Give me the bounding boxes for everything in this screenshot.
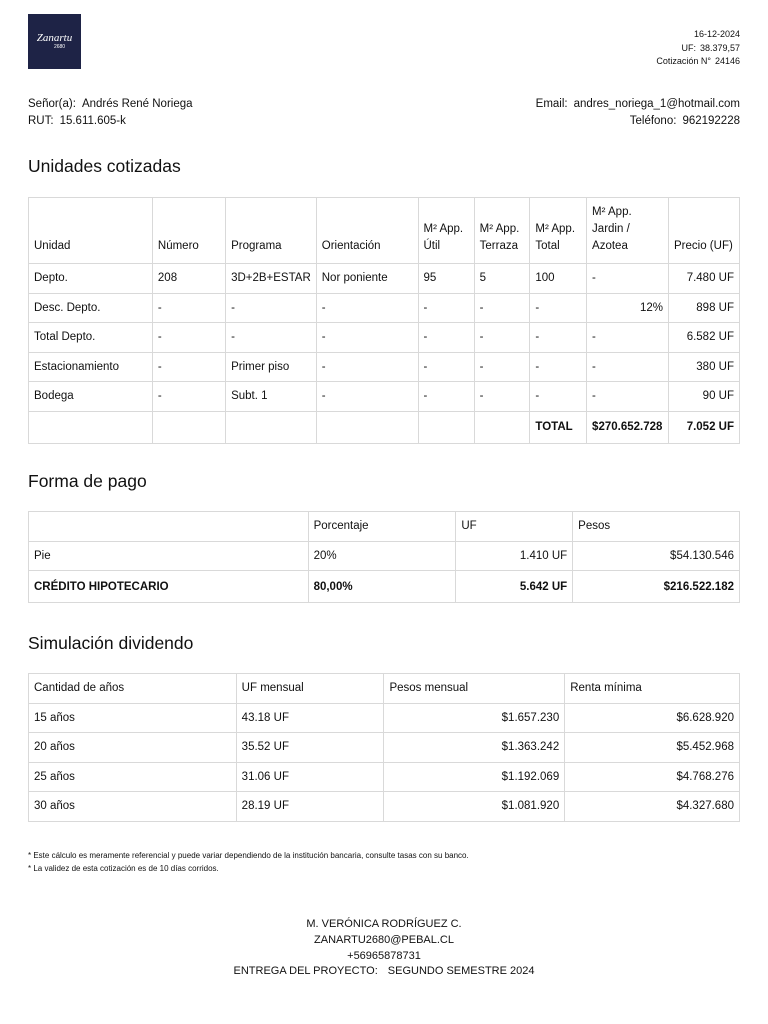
table-row bbox=[29, 323, 740, 353]
table-cell: 30 años bbox=[29, 792, 237, 822]
table-cell: $1.657.230 bbox=[384, 703, 565, 733]
client-info bbox=[28, 96, 193, 129]
table-cell: - bbox=[530, 382, 587, 412]
table-cell: Total Depto. bbox=[29, 323, 153, 353]
units-header: Unidad bbox=[29, 198, 153, 264]
table-cell: 1.410 UF bbox=[456, 541, 573, 571]
table-row bbox=[29, 541, 740, 571]
dividend-title: Simulación dividendo bbox=[28, 633, 194, 653]
table-cell: - bbox=[587, 382, 669, 412]
table-cell: - bbox=[530, 352, 587, 382]
payment-header: UF bbox=[456, 512, 573, 542]
footnotes bbox=[28, 849, 469, 875]
table-cell: - bbox=[152, 293, 225, 323]
table-cell: 20% bbox=[308, 541, 456, 571]
table-cell: - bbox=[587, 352, 669, 382]
table-cell: 3D+2B+ESTAR bbox=[226, 264, 317, 294]
dividend-header: Renta mínima bbox=[565, 674, 740, 704]
units-title: Unidades cotizadas bbox=[28, 156, 181, 176]
units-header: Orientación bbox=[316, 198, 418, 264]
uf-label: UF: bbox=[681, 42, 696, 53]
units-header: M² App. Jardin / Azotea bbox=[587, 198, 669, 264]
total-pesos: $270.652.728 bbox=[587, 411, 669, 443]
client-phone: 962192228 bbox=[682, 114, 740, 127]
table-row bbox=[29, 571, 740, 603]
footer-name: M. VERÓNICA RODRÍGUEZ C. bbox=[306, 918, 462, 930]
delivery-value: SEGUNDO SEMESTRE 2024 bbox=[387, 965, 535, 978]
dividend-header: Cantidad de años bbox=[29, 674, 237, 704]
units-total-row bbox=[29, 411, 740, 443]
table-cell: - bbox=[316, 293, 418, 323]
table-cell: 31.06 UF bbox=[236, 762, 384, 792]
table-cell: 20 años bbox=[29, 733, 237, 763]
client-name-line bbox=[28, 96, 193, 113]
client-phone-label: Teléfono: bbox=[629, 114, 677, 127]
table-cell: 80,00% bbox=[308, 571, 456, 603]
table-cell: - bbox=[152, 323, 225, 353]
total-uf: 7.052 UF bbox=[669, 411, 740, 443]
client-email-label: Email: bbox=[535, 98, 568, 110]
payment-header: Pesos bbox=[573, 512, 740, 542]
table-row bbox=[29, 293, 740, 323]
table-cell: 208 bbox=[152, 264, 225, 294]
dividend-header: Pesos mensual bbox=[384, 674, 565, 704]
footnote: * Este cálculo es meramente referencial y puede variar dependiendo de la institución bancaria, consulte tasas con su banco. bbox=[28, 851, 469, 860]
units-header-row bbox=[29, 198, 740, 264]
units-header: Número bbox=[152, 198, 225, 264]
units-header: M² App. Terraza bbox=[474, 198, 530, 264]
client-email-line bbox=[536, 96, 740, 113]
table-cell: 12% bbox=[587, 293, 669, 323]
table-cell: 380 UF bbox=[669, 352, 740, 382]
table-cell: - bbox=[474, 382, 530, 412]
footer-phone: +56965878731 bbox=[347, 949, 421, 962]
table-cell: - bbox=[226, 323, 317, 353]
logo-subtext: 2680 bbox=[53, 43, 66, 50]
client-rut-label: RUT: bbox=[28, 114, 54, 127]
units-header: Precio (UF) bbox=[669, 198, 740, 264]
table-cell: 90 UF bbox=[669, 382, 740, 412]
quote-number-label: Cotización N° bbox=[656, 56, 711, 66]
client-rut-line bbox=[28, 113, 193, 130]
client-contact bbox=[536, 96, 740, 129]
footnote: * La validez de esta cotización es de 10 días corridos. bbox=[28, 864, 219, 873]
dividend-table bbox=[28, 673, 740, 822]
table-cell: $216.522.182 bbox=[573, 571, 740, 603]
table-row bbox=[29, 264, 740, 294]
table-cell: Bodega bbox=[29, 382, 153, 412]
table-cell: - bbox=[587, 264, 669, 294]
table-cell: - bbox=[418, 323, 474, 353]
payment-header-row bbox=[29, 512, 740, 542]
table-cell: Estacionamiento bbox=[29, 352, 153, 382]
table-row bbox=[29, 762, 740, 792]
client-rut: 15.611.605-k bbox=[59, 114, 126, 127]
empty-cell bbox=[418, 411, 474, 443]
dividend-header-row bbox=[29, 674, 740, 704]
table-cell: - bbox=[418, 352, 474, 382]
uf-value: 38.379,57 bbox=[699, 42, 740, 53]
table-cell: Depto. bbox=[29, 264, 153, 294]
payment-header bbox=[29, 512, 309, 542]
quote-number-line bbox=[656, 55, 740, 69]
units-header: M² App. Útil bbox=[418, 198, 474, 264]
quote-meta bbox=[656, 28, 740, 69]
table-cell: 95 bbox=[418, 264, 474, 294]
table-cell: - bbox=[316, 352, 418, 382]
table-cell: - bbox=[418, 293, 474, 323]
client-name: Andrés René Noriega bbox=[81, 98, 193, 110]
table-cell: Desc. Depto. bbox=[29, 293, 153, 323]
uf-rate bbox=[656, 42, 740, 56]
table-cell: $4.768.276 bbox=[565, 762, 740, 792]
logo-wordmark: Zanartu bbox=[36, 31, 73, 44]
table-row bbox=[29, 382, 740, 412]
dividend-header: UF mensual bbox=[236, 674, 384, 704]
table-cell: - bbox=[316, 382, 418, 412]
table-cell: - bbox=[474, 323, 530, 353]
quote-number: 24146 bbox=[714, 56, 740, 66]
payment-table bbox=[28, 511, 740, 603]
table-cell: $1.192.069 bbox=[384, 762, 565, 792]
empty-cell bbox=[226, 411, 317, 443]
table-cell: $1.081.920 bbox=[384, 792, 565, 822]
empty-cell bbox=[474, 411, 530, 443]
delivery-label: ENTREGA DEL PROYECTO: bbox=[233, 965, 378, 978]
table-cell: 28.19 UF bbox=[236, 792, 384, 822]
table-row bbox=[29, 792, 740, 822]
table-cell: - bbox=[152, 382, 225, 412]
empty-cell bbox=[29, 411, 153, 443]
payment-title: Forma de pago bbox=[28, 471, 147, 491]
units-table bbox=[28, 197, 740, 444]
table-cell: $6.628.920 bbox=[565, 703, 740, 733]
footer-email[interactable]: ZANARTU2680@PEBAL.CL bbox=[314, 933, 454, 946]
table-cell: 898 UF bbox=[669, 293, 740, 323]
table-cell: - bbox=[152, 352, 225, 382]
footer-delivery bbox=[0, 964, 768, 980]
table-cell: 5.642 UF bbox=[456, 571, 573, 603]
table-cell: 15 años bbox=[29, 703, 237, 733]
table-cell: Subt. 1 bbox=[226, 382, 317, 412]
table-row bbox=[29, 352, 740, 382]
payment-header: Porcentaje bbox=[308, 512, 456, 542]
table-cell: $5.452.968 bbox=[565, 733, 740, 763]
table-cell: Pie bbox=[29, 541, 309, 571]
table-cell: 25 años bbox=[29, 762, 237, 792]
total-label: TOTAL bbox=[530, 411, 587, 443]
table-cell: 5 bbox=[474, 264, 530, 294]
table-cell: - bbox=[530, 323, 587, 353]
table-cell: - bbox=[587, 323, 669, 353]
table-cell: Primer piso bbox=[226, 352, 317, 382]
table-cell: 35.52 UF bbox=[236, 733, 384, 763]
units-header: Programa bbox=[226, 198, 317, 264]
table-row bbox=[29, 733, 740, 763]
table-cell: - bbox=[474, 352, 530, 382]
table-cell: $1.363.242 bbox=[384, 733, 565, 763]
table-cell: 6.582 UF bbox=[669, 323, 740, 353]
footer-contact bbox=[0, 917, 768, 980]
table-cell: - bbox=[418, 382, 474, 412]
table-cell: $4.327.680 bbox=[565, 792, 740, 822]
table-cell: 100 bbox=[530, 264, 587, 294]
table-cell: - bbox=[474, 293, 530, 323]
units-header: M² App. Total bbox=[530, 198, 587, 264]
table-cell: CRÉDITO HIPOTECARIO bbox=[29, 571, 309, 603]
table-cell: - bbox=[226, 293, 317, 323]
table-cell: - bbox=[530, 293, 587, 323]
table-cell: Nor poniente bbox=[316, 264, 418, 294]
quote-date: 16-12-2024 bbox=[693, 29, 740, 39]
table-cell: - bbox=[316, 323, 418, 353]
empty-cell bbox=[316, 411, 418, 443]
table-cell: $54.130.546 bbox=[573, 541, 740, 571]
empty-cell bbox=[152, 411, 225, 443]
table-cell: 43.18 UF bbox=[236, 703, 384, 733]
client-phone-line bbox=[536, 113, 740, 130]
client-name-label: Señor(a): bbox=[28, 98, 76, 110]
client-email[interactable]: andres_noriega_1@hotmail.com bbox=[573, 98, 740, 110]
company-logo bbox=[28, 14, 81, 69]
table-cell: 7.480 UF bbox=[669, 264, 740, 294]
table-row bbox=[29, 703, 740, 733]
